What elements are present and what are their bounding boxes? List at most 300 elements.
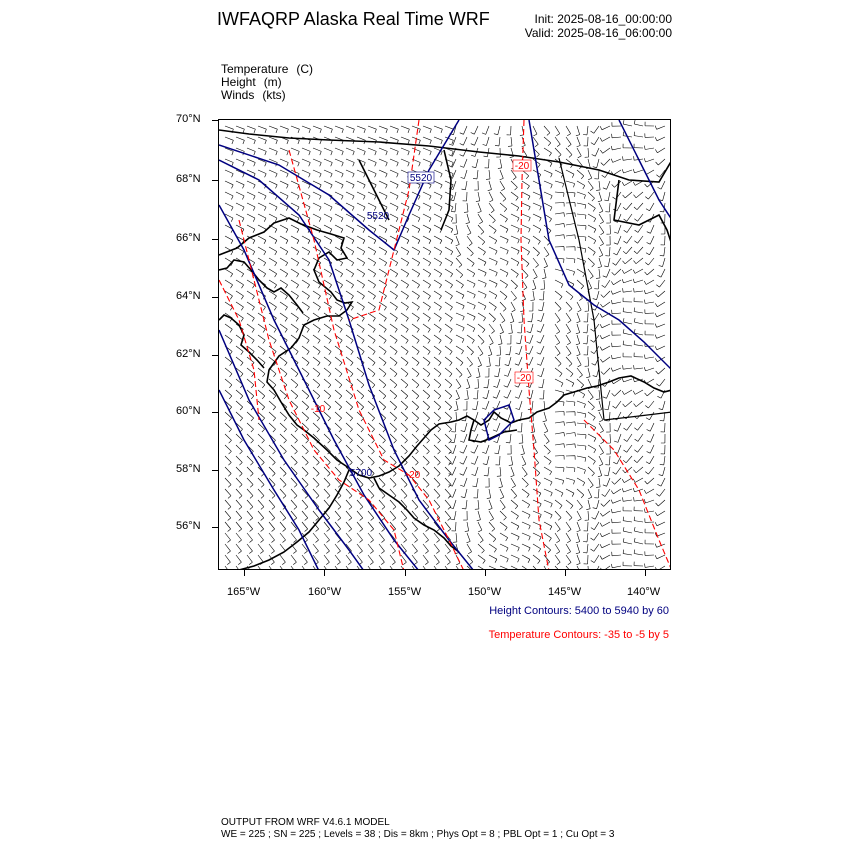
wind-barb: [313, 324, 320, 333]
wind-barb: [566, 258, 575, 263]
wind-barb: [508, 324, 512, 334]
wind-barb: [460, 126, 467, 134]
wind-barb: [644, 367, 654, 371]
wind-barb: [500, 247, 508, 254]
wind-barb: [622, 390, 632, 395]
wind-barb: [423, 500, 429, 509]
svg-text:5520: 5520: [366, 211, 390, 222]
wind-barb: [423, 401, 430, 410]
wind-barb: [500, 302, 506, 311]
wind-barb: [236, 357, 243, 366]
wind-barb: [647, 445, 654, 453]
wind-barb: [588, 423, 596, 431]
wind-barb: [423, 192, 431, 200]
wind-barb: [302, 313, 309, 321]
wind-barb: [493, 423, 500, 431]
wind-barb: [645, 122, 654, 126]
wind-barb: [566, 235, 575, 239]
wind-barb: [489, 313, 496, 322]
wind-barb: [511, 280, 518, 289]
wind-barb: [236, 192, 244, 200]
wind-barb: [544, 203, 552, 211]
wind-barb: [634, 456, 643, 463]
wind-barb: [346, 390, 353, 399]
wind-barb: [357, 335, 364, 344]
wind-barb: [269, 170, 277, 177]
wind-barb: [280, 236, 288, 244]
wind-barb: [313, 148, 321, 155]
wind-barb: [476, 368, 480, 378]
wind-barb: [335, 192, 343, 200]
wind-barb: [485, 368, 489, 377]
wind-barb: [623, 156, 633, 160]
wind-barb: [335, 423, 342, 432]
wind-barb: [445, 401, 452, 410]
wind-barb: [555, 456, 564, 460]
wind-barb: [555, 313, 560, 323]
lat-tick: [212, 239, 218, 240]
wind-barb: [225, 434, 232, 443]
wind-barb: [522, 258, 529, 267]
wind-barb: [585, 566, 589, 570]
wind-barb: [472, 159, 478, 168]
wind-barb: [633, 478, 643, 482]
wind-barb: [346, 489, 352, 498]
wind-barb: [247, 544, 253, 554]
map-panel: [218, 119, 671, 570]
wind-barb: [335, 159, 343, 166]
wind-barb: [500, 533, 508, 541]
wind-barb: [474, 489, 479, 498]
wind-barb: [611, 355, 621, 359]
wind-barb: [401, 291, 409, 299]
wind-barb: [463, 511, 467, 520]
wind-barb: [445, 236, 453, 244]
wind-barb: [624, 214, 632, 221]
wind-barb: [280, 489, 286, 498]
wind-barb: [401, 511, 407, 521]
wind-barb: [623, 507, 632, 511]
lon-label: 165°W: [227, 586, 261, 598]
wind-barb: [258, 401, 265, 410]
wind-barb: [634, 507, 643, 511]
wind-barb: [566, 478, 575, 484]
wind-barb: [544, 500, 552, 507]
wind-barb: [635, 434, 643, 441]
wind-barb: [623, 456, 632, 463]
wind-barb: [657, 269, 665, 277]
wind-barb: [401, 236, 409, 244]
wind-barb: [505, 357, 511, 366]
wind-barb: [423, 148, 431, 155]
wind-barb: [225, 236, 233, 244]
wind-barb: [302, 258, 310, 266]
wind-barb: [453, 412, 457, 421]
wind-barb: [445, 500, 451, 509]
wind-barb: [280, 302, 288, 310]
wind-barb: [335, 401, 342, 410]
wind-barb: [247, 302, 255, 310]
wind-barb: [507, 335, 511, 344]
temp-label-4: [311, 404, 326, 415]
wind-barb: [655, 555, 665, 559]
wind-barb: [583, 335, 588, 344]
wind-barb: [313, 291, 321, 299]
wind-barb: [335, 467, 341, 476]
wind-barb: [247, 192, 255, 200]
wind-barb: [258, 445, 264, 454]
wind-barb: [247, 412, 254, 421]
wind-barb: [478, 280, 486, 287]
wind-barb: [633, 169, 643, 173]
wind-barb: [324, 533, 330, 543]
wind-barb: [522, 489, 529, 498]
wind-barb: [584, 313, 588, 322]
wind-barb: [515, 346, 522, 355]
wind-barb: [624, 423, 633, 430]
wind-barb: [584, 137, 588, 146]
wind-barb: [368, 247, 376, 255]
wind-barb: [401, 368, 408, 377]
wind-barb: [467, 313, 475, 320]
wind-barb: [324, 489, 330, 498]
wind-barb: [460, 467, 467, 475]
wind-barb: [236, 280, 244, 288]
wind-barb: [335, 181, 343, 188]
wind-barb: [634, 562, 643, 566]
wind-barb: [511, 566, 519, 570]
wind-barb: [445, 555, 450, 565]
wind-barb: [236, 511, 242, 521]
wind-barb: [450, 434, 456, 443]
wind-barb: [522, 203, 530, 210]
wind-barb: [379, 555, 384, 565]
wind-barb: [566, 126, 571, 136]
wind-barb: [357, 148, 365, 155]
wind-barb: [489, 566, 497, 570]
lat-tick: [212, 355, 218, 356]
wind-barb: [291, 269, 299, 277]
wind-barb: [478, 214, 483, 224]
wind-barb: [401, 401, 408, 410]
wind-barb: [533, 126, 537, 136]
wind-barb: [555, 422, 565, 426]
wind-barb: [258, 247, 266, 255]
wind-barb: [423, 390, 430, 399]
wind-barb: [566, 357, 572, 366]
wind-barb: [324, 555, 329, 565]
wind-barb: [504, 390, 511, 398]
wind-barb: [236, 489, 242, 498]
wind-barb: [313, 390, 320, 399]
wind-barb: [280, 555, 285, 565]
wind-barb: [412, 291, 420, 299]
wind-barb: [465, 522, 469, 532]
wind-barb: [423, 280, 431, 288]
wind-barb: [225, 467, 231, 476]
wind-barb: [445, 511, 451, 521]
wind-barb: [600, 511, 610, 516]
wind-barb: [346, 280, 354, 288]
wind-barb: [655, 566, 665, 570]
wind-barb: [324, 335, 331, 344]
wind-barb: [269, 511, 275, 521]
wind-barb: [478, 324, 485, 333]
wind-barb: [555, 324, 560, 334]
wind-barb: [401, 258, 409, 266]
wind-barb: [357, 500, 363, 509]
wind-barb: [566, 422, 575, 426]
wind-barb: [313, 302, 321, 310]
field-legend: [221, 63, 313, 102]
wind-barb: [236, 181, 244, 188]
wind-barb: [346, 335, 353, 344]
wind-barb: [291, 225, 299, 233]
wind-barb: [588, 478, 593, 488]
wind-barb: [368, 280, 376, 288]
wind-barb: [515, 390, 522, 398]
wind-barb: [379, 500, 385, 509]
wind-barb: [577, 357, 581, 367]
wind-barb: [280, 280, 288, 288]
wind-barb: [368, 159, 376, 166]
wind-barb: [612, 181, 621, 187]
wind-barb: [258, 192, 266, 200]
wind-barb: [533, 555, 540, 564]
wind-barb: [622, 169, 632, 173]
wind-barb: [324, 357, 331, 366]
wind-barb: [401, 126, 409, 133]
wind-barb: [483, 456, 489, 465]
lon-tick: [405, 570, 406, 576]
wind-barb: [577, 225, 586, 230]
wind-barb: [634, 517, 643, 522]
wind-barb: [544, 423, 548, 433]
wind-barb: [623, 341, 632, 346]
wind-barb: [412, 236, 420, 244]
wind-barb: [357, 269, 365, 277]
wind-barb: [577, 137, 581, 147]
wind-barb: [537, 346, 544, 354]
wind-barb: [656, 379, 665, 386]
wind-barb: [357, 192, 365, 200]
wind-barb: [460, 478, 467, 487]
wind-barb: [346, 225, 354, 233]
wind-barb: [528, 313, 533, 322]
wind-barb: [346, 401, 353, 410]
wind-barb: [593, 368, 599, 377]
wind-barb: [486, 170, 490, 179]
wind-barb: [461, 423, 467, 432]
wind-barb: [269, 280, 277, 288]
wind-barb: [555, 148, 561, 157]
wind-barb: [588, 170, 592, 180]
wind-barb: [412, 302, 420, 310]
wind-barb: [379, 192, 387, 200]
wind-barb: [412, 324, 419, 333]
wind-barb: [390, 368, 397, 377]
wind-barb: [291, 236, 299, 244]
wind-barb: [494, 445, 500, 454]
wind-barb: [544, 467, 552, 475]
wind-barb: [655, 126, 665, 130]
wind-barb: [588, 269, 593, 279]
wind-barb: [379, 379, 386, 388]
wind-barb: [346, 423, 353, 432]
wind-barb: [485, 478, 489, 487]
wind-barb: [390, 192, 398, 200]
wind-barb: [335, 412, 342, 421]
wind-barb: [585, 511, 589, 520]
wind-barb: [655, 148, 665, 153]
wind-barb: [467, 280, 475, 288]
wind-barb: [346, 412, 353, 421]
wind-barb: [368, 126, 376, 133]
wind-barb: [622, 488, 632, 492]
wind-barb: [472, 478, 478, 487]
wind-barb: [533, 225, 541, 233]
wind-barb: [555, 235, 565, 239]
wind-barb: [313, 346, 320, 355]
wind-barb: [280, 225, 288, 233]
wind-barb: [456, 346, 464, 354]
wind-barb: [566, 555, 571, 565]
wind-barb: [488, 346, 492, 356]
wind-barb: [302, 126, 310, 133]
wind-barb: [280, 258, 288, 266]
wind-barb: [225, 291, 233, 299]
wind-barb: [623, 308, 632, 313]
wind-barb: [566, 291, 573, 300]
wind-barb: [604, 401, 610, 410]
wind-barb: [644, 290, 654, 294]
wind-barb: [659, 258, 665, 267]
wind-barb: [291, 456, 297, 465]
wind-barb: [634, 318, 643, 324]
wind-barb: [236, 522, 242, 532]
wind-barb: [577, 203, 586, 209]
wind-barb: [368, 401, 375, 410]
wind-barb: [646, 247, 654, 255]
temp-label-3: [406, 470, 421, 481]
wind-barb: [302, 247, 310, 255]
wind-barb: [461, 489, 467, 498]
wind-barb: [269, 500, 275, 509]
wind-barb: [324, 126, 332, 133]
wind-barb: [599, 203, 603, 213]
wind-barb: [368, 302, 376, 310]
wind-barb: [423, 236, 431, 244]
wind-barb: [497, 346, 501, 355]
wind-barb: [588, 401, 595, 410]
wind-barb: [247, 533, 253, 543]
wind-barb: [634, 341, 643, 346]
wind-barb: [656, 159, 665, 165]
wind-barb: [390, 313, 397, 321]
wind-barb: [280, 324, 287, 333]
wind-barb: [390, 126, 398, 133]
wind-barb: [335, 225, 343, 233]
wind-barb: [527, 324, 533, 333]
wind-barb: [291, 500, 297, 509]
wind-barb: [634, 423, 643, 430]
wind-barb: [445, 269, 453, 277]
wind-barb: [493, 390, 500, 398]
wind-barb: [585, 302, 589, 311]
wind-barb: [225, 170, 233, 177]
wind-barb: [634, 288, 643, 292]
wind-barb: [522, 214, 530, 221]
wind-barb: [379, 159, 387, 166]
wind-barb: [456, 379, 461, 389]
wind-barb: [606, 236, 610, 245]
wind-barb: [544, 192, 552, 199]
wind-barb: [592, 566, 599, 570]
wind-barb: [555, 223, 565, 227]
wind-barb: [225, 566, 230, 570]
wind-barb: [555, 566, 561, 570]
wind-barb: [291, 434, 298, 443]
wind-barb: [324, 478, 330, 487]
wind-barb: [657, 478, 665, 486]
wind-barb: [645, 331, 654, 335]
wind-barb: [555, 335, 560, 345]
svg-text:-20: -20: [516, 373, 532, 384]
wind-barb: [583, 533, 588, 542]
wind-barb: [577, 401, 586, 408]
wind-barb: [522, 522, 530, 529]
wind-barb: [390, 544, 396, 554]
wind-barb: [368, 566, 373, 570]
wind-barb: [379, 401, 386, 410]
wind-barb: [555, 500, 562, 509]
wind-barb: [588, 236, 596, 244]
wind-barb: [445, 566, 450, 570]
wind-barb: [614, 225, 621, 233]
wind-barb: [647, 434, 654, 442]
wind-barb: [655, 324, 665, 328]
wind-barb: [412, 401, 419, 410]
wind-barb: [269, 456, 275, 465]
wind-barb: [456, 566, 461, 570]
wind-barb: [577, 478, 585, 486]
wind-barb: [291, 280, 299, 288]
wind-barb: [379, 258, 387, 266]
wind-barb: [225, 390, 232, 399]
wind-barb: [633, 488, 643, 492]
wind-barb: [412, 456, 418, 465]
wind-barb: [390, 203, 398, 211]
wind-barb: [600, 302, 610, 307]
wind-barb: [473, 170, 478, 179]
wind-barb: [368, 544, 374, 554]
wind-barb: [280, 445, 286, 454]
wind-barb: [247, 247, 255, 255]
wind-barb: [225, 511, 231, 521]
wind-barb: [596, 478, 600, 487]
wind-barb: [236, 555, 241, 565]
wind-barb: [236, 291, 244, 299]
wind-barb: [324, 324, 331, 333]
wind-barb: [280, 566, 285, 570]
wind-barb: [247, 522, 253, 532]
wind-barb: [555, 432, 565, 436]
wind-barb: [594, 489, 599, 498]
wind-barb: [451, 423, 456, 432]
wind-barb: [302, 170, 310, 177]
wind-barb: [588, 258, 595, 267]
wind-barb: [511, 467, 515, 477]
